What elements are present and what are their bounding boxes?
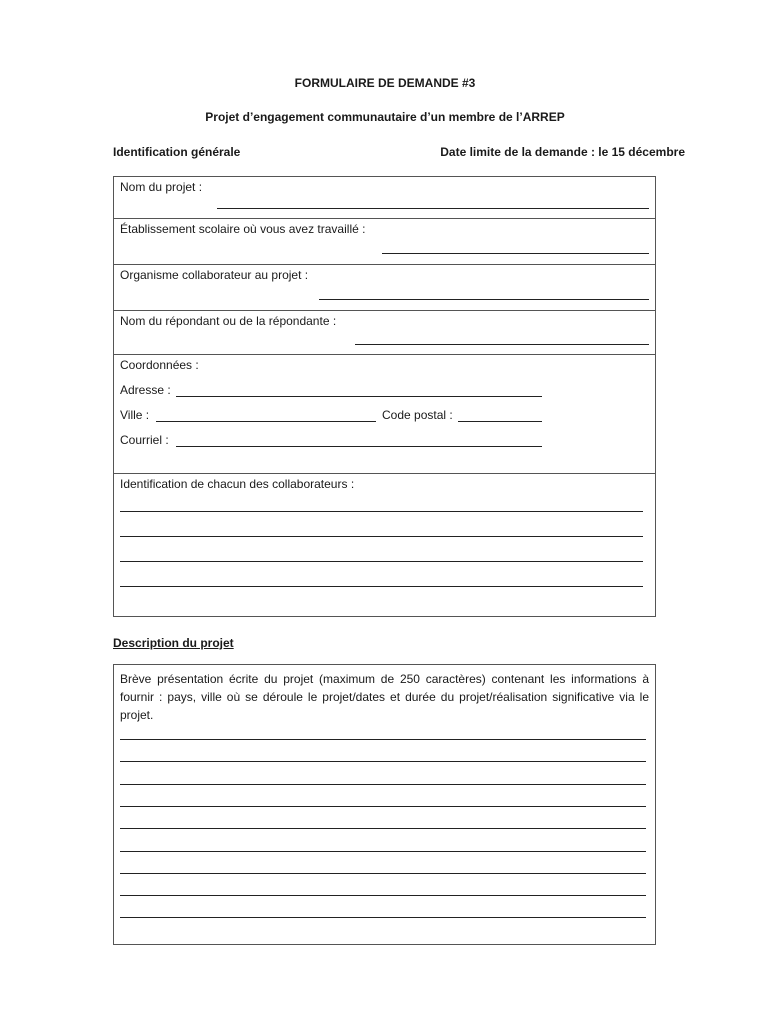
collaborators-label: Identification de chacun des collaborateurs : [120, 477, 355, 491]
description-box [113, 664, 656, 945]
organization-field[interactable] [319, 299, 649, 300]
description-line-9[interactable] [120, 917, 646, 918]
address-field[interactable] [176, 396, 542, 397]
organization-label: Organisme collaborateur au projet : [120, 268, 309, 282]
school-field[interactable] [382, 253, 649, 254]
email-field[interactable] [176, 446, 542, 447]
description-line-4[interactable] [120, 806, 646, 807]
section-identification-heading: Identification générale [113, 145, 241, 159]
collaborators-line-2[interactable] [120, 536, 643, 537]
collaborators-line-1[interactable] [120, 511, 643, 512]
school-label: Établissement scolaire où vous avez travaillé : [120, 222, 366, 236]
description-instructions: Brève présentation écrite du projet (maximum de 250 caractères) contenant les informations à fournir : pays, ville où se déroule le projet/dates et durée du projet/réalisation significative via le projet. [120, 672, 649, 722]
deadline-text: Date limite de la demande : le 15 décembre [440, 145, 685, 159]
city-field[interactable] [156, 421, 376, 422]
form-subtitle: Projet d’engagement communautaire d’un membre de l’ARREP [205, 110, 565, 124]
project-name-label: Nom du projet : [120, 180, 203, 194]
collaborators-line-4[interactable] [120, 586, 643, 587]
respondent-label: Nom du répondant ou de la répondante : [120, 314, 337, 328]
email-label: Courriel : [120, 433, 169, 447]
organization-row [114, 265, 655, 311]
contact-label: Coordonnées : [120, 358, 199, 372]
project-name-row [114, 177, 655, 219]
respondent-field[interactable] [355, 344, 649, 345]
contact-row [114, 355, 655, 474]
description-line-2[interactable] [120, 761, 646, 762]
form-title: FORMULAIRE DE DEMANDE #3 [294, 76, 476, 90]
postal-code-field[interactable] [458, 421, 542, 422]
project-name-field[interactable] [217, 208, 649, 209]
postal-code-label: Code postal : [382, 408, 453, 422]
city-label: Ville : [120, 408, 150, 422]
description-line-3[interactable] [120, 784, 646, 785]
description-line-1[interactable] [120, 739, 646, 740]
collaborators-line-3[interactable] [120, 561, 643, 562]
description-line-5[interactable] [120, 828, 646, 829]
description-line-6[interactable] [120, 851, 646, 852]
description-line-7[interactable] [120, 873, 646, 874]
identification-box [113, 176, 656, 617]
school-row [114, 219, 655, 265]
description-line-8[interactable] [120, 895, 646, 896]
collaborators-row [114, 474, 655, 616]
section-description-heading: Description du projet [113, 636, 234, 650]
address-label: Adresse : [120, 383, 171, 397]
respondent-row [114, 311, 655, 355]
